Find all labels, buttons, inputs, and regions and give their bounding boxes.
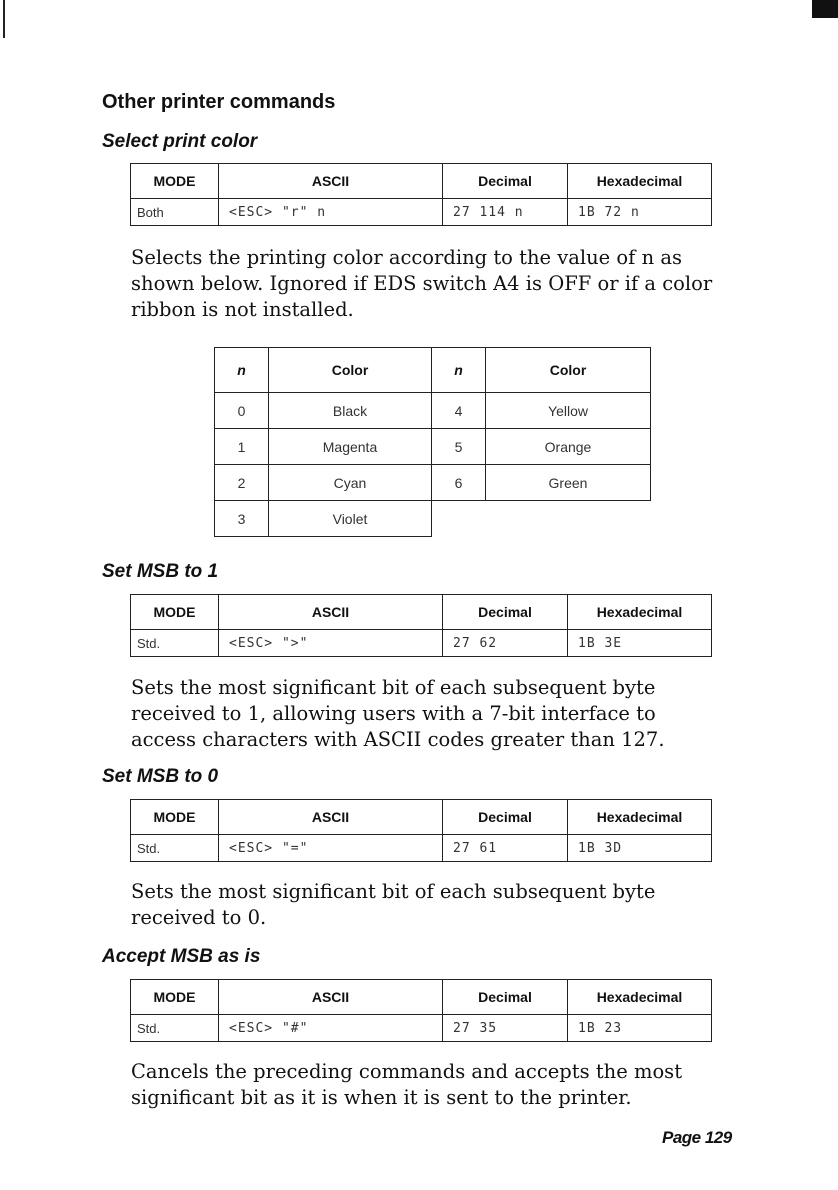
- color-name: Black: [269, 393, 432, 429]
- cell-mode: Std.: [131, 1015, 219, 1042]
- color-code: 0: [215, 393, 269, 429]
- command-table-accept-msb: [130, 979, 712, 1042]
- color-name: Yellow: [486, 393, 651, 429]
- color-code: 4: [432, 393, 486, 429]
- page-number: Page 129: [662, 1128, 732, 1147]
- table-row: [215, 501, 651, 537]
- color-code: 6: [432, 465, 486, 501]
- header-ascii: ASCII: [219, 164, 443, 199]
- color-name: Magenta: [269, 429, 432, 465]
- header-hex: Hexadecimal: [568, 800, 712, 835]
- color-name: Green: [486, 465, 651, 501]
- description-accept-msb: Cancels the preceding commands and accepts the most significant bit as it is when it is sent to the printer.: [131, 1060, 683, 1109]
- color-name: Cyan: [269, 465, 432, 501]
- header-mode: MODE: [131, 800, 219, 835]
- table-row: [131, 1015, 712, 1042]
- command-table-select-print-color: [130, 163, 712, 226]
- table-row: [131, 199, 712, 226]
- cell-mode: Std.: [131, 630, 219, 657]
- header-decimal: Decimal: [443, 980, 568, 1015]
- color-value-table: [214, 347, 651, 537]
- cell-decimal: 27 114 n: [443, 199, 568, 226]
- cell-hex: 1B 3D: [568, 835, 712, 862]
- table-row: [131, 630, 712, 657]
- color-name: Orange: [486, 429, 651, 465]
- section-title-select-print-color: Select print color: [102, 131, 258, 152]
- header-ascii: ASCII: [219, 980, 443, 1015]
- header-ascii: ASCII: [219, 800, 443, 835]
- table-row: [215, 465, 651, 501]
- header-mode: MODE: [131, 164, 219, 199]
- header-decimal: Decimal: [443, 595, 568, 630]
- color-name: Violet: [269, 501, 432, 537]
- cell-decimal: 27 61: [443, 835, 568, 862]
- header-mode: MODE: [131, 595, 219, 630]
- color-header-color: Color: [486, 348, 651, 393]
- color-header-color: Color: [269, 348, 432, 393]
- description-set-msb-0: Sets the most significant bit of each subsequent byte received to 0.: [131, 880, 656, 929]
- cell-hex: 1B 23: [568, 1015, 712, 1042]
- scan-edge-mark: [3, 0, 5, 38]
- cell-decimal: 27 62: [443, 630, 568, 657]
- cell-ascii: <ESC> "#": [219, 1015, 443, 1042]
- cell-ascii: <ESC> "r" n: [219, 199, 443, 226]
- header-ascii: ASCII: [219, 595, 443, 630]
- scan-corner-mark: [812, 0, 838, 18]
- header-decimal: Decimal: [443, 800, 568, 835]
- page-heading: Other printer commands: [102, 91, 336, 113]
- cell-mode: Both: [131, 199, 219, 226]
- description-set-msb-1: Sets the most significant bit of each subsequent byte received to 1, allowing users with a 7-bit interface to access characters with ASCII codes greater than 127.: [131, 676, 665, 751]
- header-hex: Hexadecimal: [568, 595, 712, 630]
- command-table-set-msb-0: [130, 799, 712, 862]
- cell-ascii: <ESC> "=": [219, 835, 443, 862]
- table-row: [215, 393, 651, 429]
- cell-hex: 1B 3E: [568, 630, 712, 657]
- table-row: [215, 429, 651, 465]
- cell-decimal: 27 35: [443, 1015, 568, 1042]
- cell-ascii: <ESC> ">": [219, 630, 443, 657]
- color-code: 3: [215, 501, 269, 537]
- header-decimal: Decimal: [443, 164, 568, 199]
- section-title-set-msb-0: Set MSB to 0: [102, 766, 219, 787]
- section-title-accept-msb: Accept MSB as is: [102, 946, 261, 967]
- color-code: 5: [432, 429, 486, 465]
- color-header-n: n: [432, 348, 486, 393]
- header-mode: MODE: [131, 980, 219, 1015]
- table-row: [131, 835, 712, 862]
- header-hex: Hexadecimal: [568, 164, 712, 199]
- section-title-set-msb-1: Set MSB to 1: [102, 561, 219, 582]
- color-code: 1: [215, 429, 269, 465]
- description-select-print-color: Selects the printing color according to the value of n as shown below. Ignored if EDS switch A4 is OFF or if a color ribbon is not installed.: [131, 246, 713, 321]
- color-header-n: n: [215, 348, 269, 393]
- command-table-set-msb-1: [130, 594, 712, 657]
- header-hex: Hexadecimal: [568, 980, 712, 1015]
- cell-mode: Std.: [131, 835, 219, 862]
- cell-hex: 1B 72 n: [568, 199, 712, 226]
- color-code: 2: [215, 465, 269, 501]
